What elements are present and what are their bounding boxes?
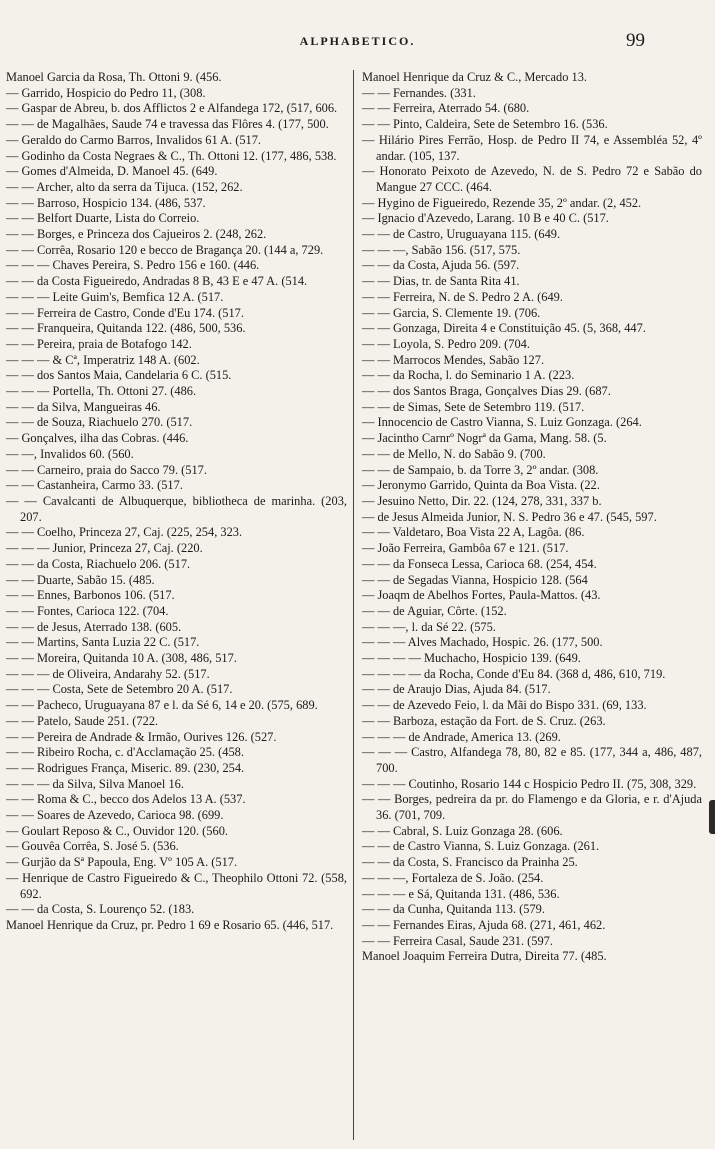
directory-entry: — — Cavalcanti de Albuquerque, bibliotheca de marinha. (203, 207. [6,493,347,524]
directory-entry: — Gouvêa Corrêa, S. José 5. (536. [6,839,179,854]
directory-entry: — —, Invalidos 60. (560. [6,446,134,461]
directory-entry: — — — Costa, Sete de Setembro 20 A. (517. [6,682,233,697]
directory-entry: — — Ribeiro Rocha, c. d'Acclamação 25. (458. [6,745,244,760]
directory-entry: — — de Mello, N. do Sabão 9. (700. [362,446,546,461]
directory-entry: — — Ferreira, Aterrado 54. (680. [362,101,530,116]
directory-entry: — — — Leite Guim's, Bemfica 12 A. (517. [6,289,224,304]
directory-entry: — — Archer, alto da serra da Tijuca. (152, 262. [6,179,243,194]
directory-entry: — — Loyola, S. Pedro 209. (704. [362,336,530,351]
directory-entry: — — Marrocos Mendes, Sabão 127. [362,352,545,367]
directory-entry: — — — — Muchacho, Hospicio 139. (649. [362,651,581,666]
directory-entry: — — Dias, tr. de Santa Rita 41. [362,274,520,289]
directory-entry: — — —, Sabão 156. (517, 575. [362,242,521,257]
directory-entry: — Goulart Reposo & C., Ouvidor 120. (560. [6,823,228,838]
directory-entry: — — de Castro Vianna, S. Luiz Gonzaga. (261. [362,839,600,854]
directory-entry: Manoel Joaquim Ferreira Dutra, Direita 77. (485. [362,949,607,964]
directory-entry: — — de Simas, Sete de Setembro 119. (517. [362,399,585,414]
directory-entry: — — da Silva, Mangueiras 46. [6,399,161,414]
directory-entry: Manoel Henrique da Cruz, pr. Pedro 1 69 e Rosario 65. (446, 517. [6,917,334,932]
directory-entry: — — Valdetaro, Boa Vista 22 A, Lagôa. (86. [362,525,585,540]
directory-entry: — — Pinto, Caldeira, Sete de Setembro 16. (536. [362,117,608,132]
directory-entry: — — da Fonseca Lessa, Carioca 68. (254, 454. [362,556,597,571]
directory-entry: — — — e Sá, Quitanda 131. (486, 536. [362,886,560,901]
running-title: ALPHABETICO. [299,34,416,48]
directory-entry: — — da Costa, S. Francisco da Prainha 25. [362,855,578,870]
directory-entry: — Garrido, Hospicio do Pedro 11, (308. [6,85,206,100]
directory-entry: — — Patelo, Saude 251. (722. [6,713,159,728]
directory-entry: — — Soares de Azevedo, Carioca 98. (699. [6,808,224,823]
directory-entry: — — — Coutinho, Rosario 144 c Hospicio Pedro II. (75, 308, 329. [362,776,697,791]
directory-entry: — Gonçalves, ilha das Cobras. (446. [6,431,189,446]
directory-entry: — — — Junior, Princeza 27, Caj. (220. [6,541,203,556]
directory-entry: — — Carneiro, praia do Sacco 79. (517. [6,462,207,477]
directory-entry: — — de Azevedo Feio, l. da Mãi do Bispo 331. (69, 133. [362,698,647,713]
directory-entry: — — Ferreira, N. de S. Pedro 2 A. (649. [362,289,563,304]
directory-entry: — Innocencio de Castro Vianna, S. Luiz Gonzaga. (264. [362,415,642,430]
directory-entry: — — Barroso, Hospicio 134. (486, 537. [6,195,206,210]
directory-entry: — Jacintho Carnrº Nogrª da Gama, Mang. 58. (5. [362,431,607,446]
directory-entry: — — dos Santos Maia, Candelaria 6 C. (515. [6,368,232,383]
directory-entry: — — Corrêa, Rosario 120 e becco de Bragança 20. (144 a, 729. [6,242,324,257]
directory-entry: — — Moreira, Quitanda 10 A. (308, 486, 517. [6,651,237,666]
directory-entry: — Jeronymo Garrido, Quinta da Boa Vista. (22. [362,478,600,493]
directory-entry: — — Pereira, praia de Botafogo 142. [6,336,192,351]
directory-entry: — — Ferreira Casal, Saude 231. (597. [362,933,553,948]
directory-entry: — — Rodrigues França, Miseric. 89. (230, 254. [6,760,245,775]
directory-entry: — — — de Andrade, America 13. (269. [362,729,561,744]
directory-entry: — Hilário Pires Ferrão, Hosp. de Pedro II 74, e Assembléa 52, 4º andar. (105, 137. [362,132,702,163]
directory-entry: — Gurjão da Sª Papoula, Eng. Vº 105 A. (517. [6,855,238,870]
directory-entry: — — de Magalhães, Saude 74 e travessa das Flôres 4. (177, 500. [6,117,329,132]
directory-entry: — Gomes d'Almeida, D. Manoel 45. (649. [6,164,218,179]
left-column [6,70,354,1140]
directory-entry: — — Coelho, Princeza 27, Caj. (225, 254, 323. [6,525,243,540]
directory-entry: — Geraldo do Carmo Barros, Invalidos 61 A. (517. [6,132,261,147]
page-edge-mark [709,800,715,834]
directory-entry: — — da Costa, S. Lourenço 52. (183. [6,902,195,917]
directory-entry: — — —, Fortaleza de S. João. (254. [362,870,544,885]
directory-entry: — — Roma & C., becco dos Adelos 13 A. (537. [6,792,246,807]
directory-entry: — Joaqm de Abelhos Fortes, Paula-Mattos. (43. [362,588,601,603]
directory-entry: — — Barboza, estação da Fort. de S. Cruz. (263. [362,713,606,728]
directory-entry: — Honorato Peixoto de Azevedo, N. de S. Pedro 72 e Sabão do Mangue 27 CCC. (464. [362,164,702,194]
directory-entry: — — Gonzaga, Direita 4 e Constituição 45. (5, 368, 447. [362,321,646,336]
directory-entry: — — Duarte, Sabão 15. (485. [6,572,155,587]
directory-entry: — — Fernandes. (331. [362,85,476,100]
right-column [354,70,702,1140]
page-number: 99 [626,30,645,51]
directory-entry: — — de Araujo Dias, Ajuda 84. (517. [362,682,551,697]
directory-entry: — Gaspar de Abreu, b. dos Afflictos 2 e Alfandega 172, (517, 606. [6,101,338,116]
directory-entry: — — da Costa, Ajuda 56. (597. [362,258,520,273]
directory-entry: — Henrique de Castro Figueiredo & C., Theophilo Ottoni 72. (558, 692. [6,870,347,901]
directory-entry: — — da Costa, Riachuelo 206. (517. [6,556,191,571]
directory-entry: — — de Souza, Riachuelo 270. (517. [6,415,193,430]
directory-entry: — — Martins, Santa Luzia 22 C. (517. [6,635,200,650]
directory-entry: — — Borges, e Princeza dos Cajueiros 2. (248, 262. [6,227,267,242]
directory-entry: — — de Sampaio, b. da Torre 3, 2º andar. (308. [362,462,599,477]
directory-entry: Manoel Henrique da Cruz & C., Mercado 13. [362,70,588,84]
two-column-directory [6,70,702,1140]
directory-entry: — — — Castro, Alfandega 78, 80, 82 e 85. (177, 344 a, 486, 487, 700. [362,745,702,775]
directory-entry: — — de Aguiar, Côrte. (152. [362,603,507,618]
directory-entry: — — de Castro, Uruguayana 115. (649. [362,227,561,242]
directory-entry: — — Franqueira, Quitanda 122. (486, 500, 536. [6,321,246,336]
directory-entry: — — Fernandes Eiras, Ajuda 68. (271, 461, 462. [362,917,606,932]
directory-entry: — — dos Santos Braga, Gonçalves Dias 29. (687. [362,384,611,399]
directory-entry: — de Jesus Almeida Junior, N. S. Pedro 36 e 47. (545, 597. [362,509,657,524]
directory-entry: — — Borges, pedreira da pr. do Flamengo e da Gloria, e r. d'Ajuda 36. (701, 709. [362,792,702,823]
directory-entry: — — — da Silva, Silva Manoel 16. [6,776,184,791]
directory-entry: — João Ferreira, Gambôa 67 e 121. (517. [362,541,569,556]
directory-entry: — — Cabral, S. Luiz Gonzaga 28. (606. [362,823,563,838]
directory-entry: — Ignacio d'Azevedo, Larang. 10 B e 40 C. (517. [362,211,609,226]
directory-entry: — — —, l. da Sé 22. (575. [362,619,496,634]
directory-entry: — — da Rocha, l. do Seminario 1 A. (223. [362,368,575,383]
directory-entry: — — — & Cª, Imperatriz 148 A. (602. [6,352,200,367]
directory-entry: Manoel Garcia da Rosa, Th. Ottoni 9. (456. [6,70,222,84]
directory-entry: — — da Cunha, Quitanda 113. (579. [362,902,545,917]
directory-entry: — — Castanheira, Carmo 33. (517. [6,478,183,493]
directory-entry: — — — Portella, Th. Ottoni 27. (486. [6,384,197,399]
directory-entry: — — Ennes, Barbonos 106. (517. [6,588,175,603]
directory-entry: — — Pacheco, Uruguayana 87 e l. da Sé 6, 14 e 20. (575, 689. [6,698,318,713]
directory-entry: — — — Alves Machado, Hospic. 26. (177, 500. [362,635,603,650]
directory-entry: — — Ferreira de Castro, Conde d'Eu 174. (517. [6,305,244,320]
directory-entry: — — de Segadas Vianna, Hospicio 128. (564 [362,572,588,587]
directory-entry: — — Fontes, Carioca 122. (704. [6,603,169,618]
directory-entry: — — Pereira de Andrade & Irmão, Ourives 126. (527. [6,729,277,744]
directory-entry: — — — — da Rocha, Conde d'Eu 84. (368 d, 486, 610, 719. [362,666,666,681]
directory-entry: — — da Costa Figueiredo, Andradas 8 B, 43 E e 47 A. (514. [6,274,308,289]
directory-entry: — — — de Oliveira, Andarahy 52. (517. [6,666,210,681]
directory-entry: — Godinho da Costa Negraes & C., Th. Ottoni 12. (177, 486, 538. [6,148,337,163]
page-header [0,30,715,56]
directory-entry: — — de Jesus, Aterrado 138. (605. [6,619,182,634]
directory-entry: — — — Chaves Pereira, S. Pedro 156 e 160. (446. [6,258,260,273]
directory-entry: — — Garcia, S. Clemente 19. (706. [362,305,541,320]
directory-entry: — Jesuino Netto, Dir. 22. (124, 278, 331, 337 b. [362,493,602,508]
directory-entry: — Hygino de Figueiredo, Rezende 35, 2º andar. (2, 452. [362,195,642,210]
directory-entry: — — Belfort Duarte, Lista do Correio. [6,211,200,226]
